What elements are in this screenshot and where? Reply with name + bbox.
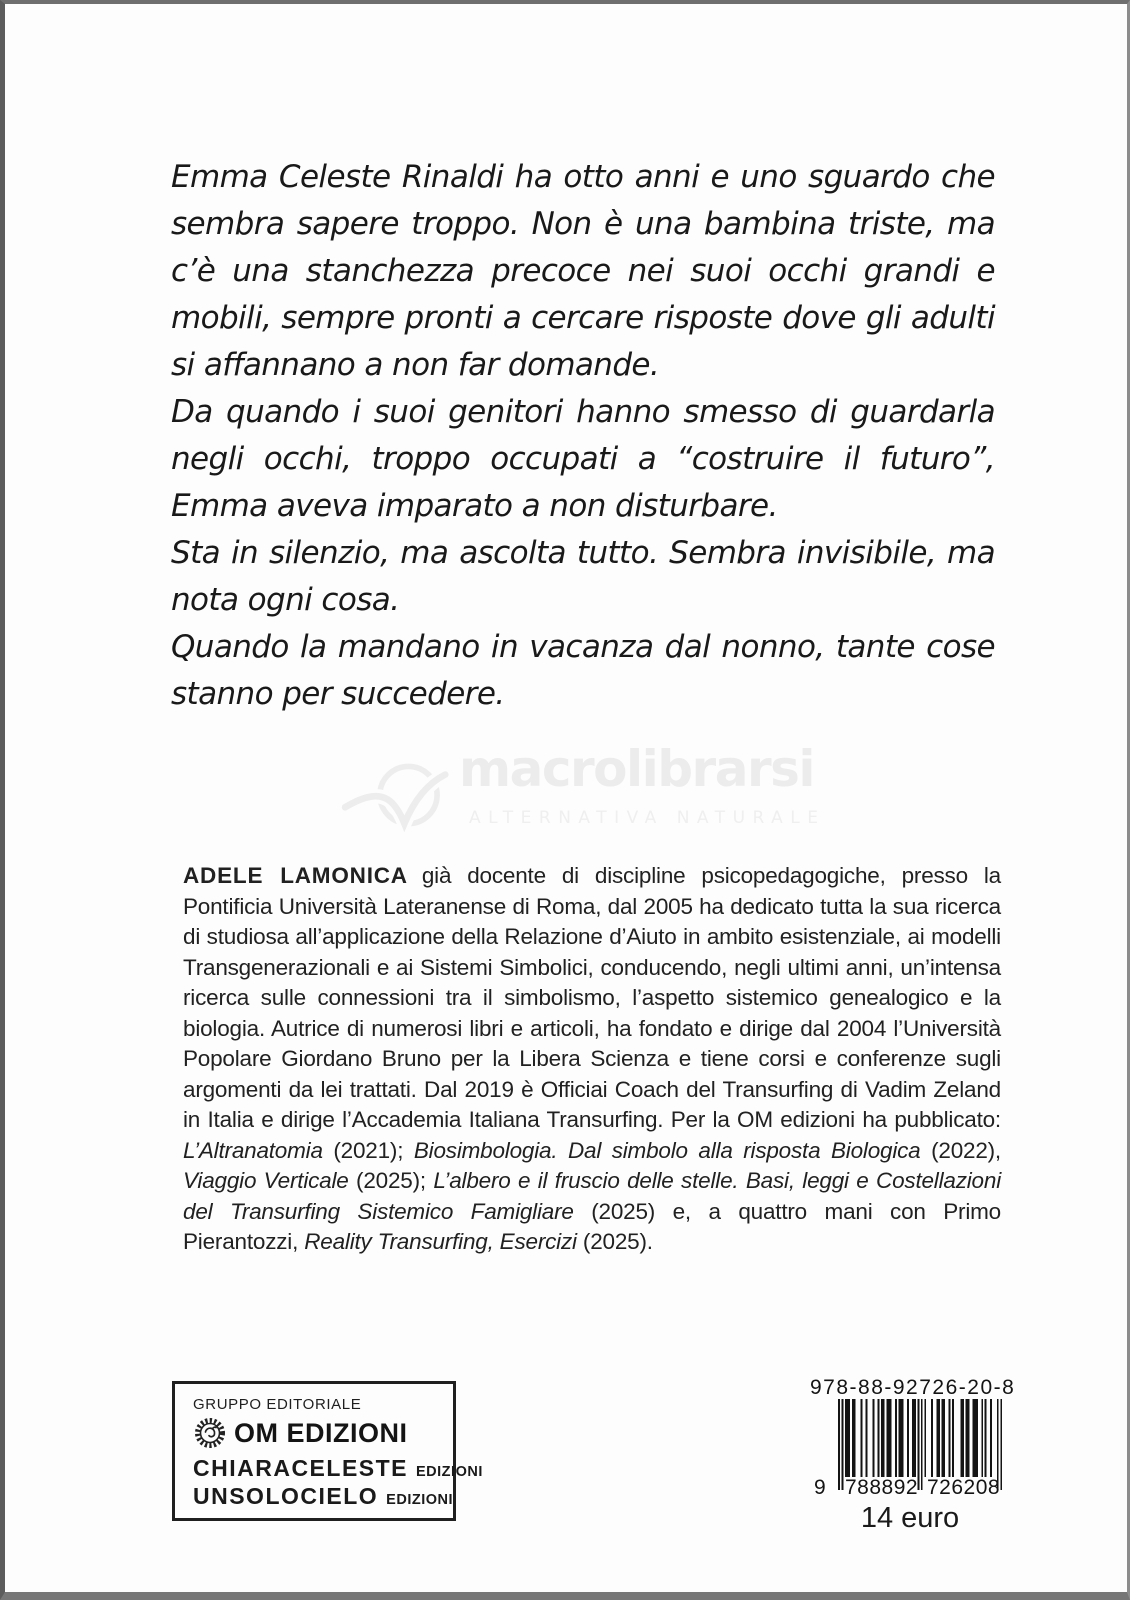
- barcode-digit-group: 9: [814, 1476, 827, 1499]
- publisher-box: [172, 1381, 483, 1521]
- imprint-suffix: EDIZIONI: [416, 1464, 483, 1480]
- barcode-digit-group: 726208: [927, 1476, 1001, 1499]
- synopsis-paragraph: Emma Celeste Rinaldi ha otto anni e uno sguardo che sembra sapere troppo. Non è una bambina triste, ma c’è una stanchezza precoce nei suoi occhi grandi e mobili, sempre pronti a cercare risposte dove gli adulti si affannano a non far domande.: [171, 159, 995, 383]
- isbn-text: 978-88-92726-20-8: [810, 1376, 1016, 1399]
- synopsis-paragraph: Quando la mandano in vacanza dal nonno, tante cose stanno per succedere.: [171, 629, 995, 712]
- synopsis-block: [171, 154, 995, 718]
- macrolibrarsi-watermark: [341, 740, 826, 846]
- author-name: ADELE LAMONICA: [183, 863, 408, 888]
- barcode-section: [810, 1376, 1016, 1541]
- synopsis-paragraph: Sta in silenzio, ma ascolta tutto. Sembra invisibile, ma nota ogni cosa.: [171, 535, 995, 618]
- price-text: 14 euro: [860, 1502, 960, 1534]
- imprint-row: [193, 1455, 483, 1481]
- barcode-digit-group: 788892: [845, 1476, 919, 1499]
- imprint-name: CHIARACELESTE: [193, 1455, 409, 1481]
- author-bio: [183, 861, 1001, 1258]
- om-sun-icon: [193, 1416, 227, 1450]
- om-edizioni-label: OM EDIZIONI: [234, 1417, 408, 1448]
- synopsis-paragraph: Da quando i suoi genitori hanno smesso di guardarla negli occhi, troppo occupati a “costruire il futuro”, Emma aveva imparato a non disturbare.: [171, 394, 995, 524]
- barcode-digits: [810, 1476, 1010, 1498]
- bio-text: già docente di discipline psicopedagogiche, presso la Pontificia Università Lateranense di Roma, dal 2005 ha dedicato tutta la sua ricerca di studiosa all’applicazione della Relazione d’Aiuto in ambito esistenziale, ai modelli Transgenerazionali e ai Sistemi Simbolici, conducendo, negli ultimi anni, un’intensa ricerca sulle connessioni tra il simbolismo, l’aspetto sistemico genealogico e la biologia. Autrice di numerosi libri e articoli, ha fondato e dirige dal 2004 l’Università Popolare Giordano Bruno per la Libera Scienza e tiene corsi e conferenze sugli argomenti da lei trattati. Dal 2019 è Officiai Coach del Transurfing di Vadim Zeland in Italia e dirige l’Accademia Italiana Transurfing. Per la OM edizioni ha pubblicato: L’Altranatomia (2021); Biosimbologia. Dal simbolo alla risposta Biologica (2022), Viaggio Verticale (2025); L’albero e il fruscio delle stelle. Basi, leggi e Costellazioni del Transurfing Sistemico Famigliare (2025) e, a quattro mani con Primo Pierantozzi, Reality Transurfing, Esercizi (2025).: [183, 863, 1001, 1254]
- watermark-brand-text: macrolibrarsi: [459, 740, 815, 798]
- imprint-suffix: EDIZIONI: [386, 1492, 454, 1508]
- imprint-name: UNSOLOCIELO: [193, 1483, 379, 1509]
- publisher-main-row: [193, 1415, 453, 1451]
- watermark-tagline-text: ALTERNATIVA NATURALE: [469, 808, 826, 828]
- publisher-group-label: GRUPPO EDITORIALE: [193, 1396, 362, 1413]
- imprint-row: [193, 1483, 453, 1507]
